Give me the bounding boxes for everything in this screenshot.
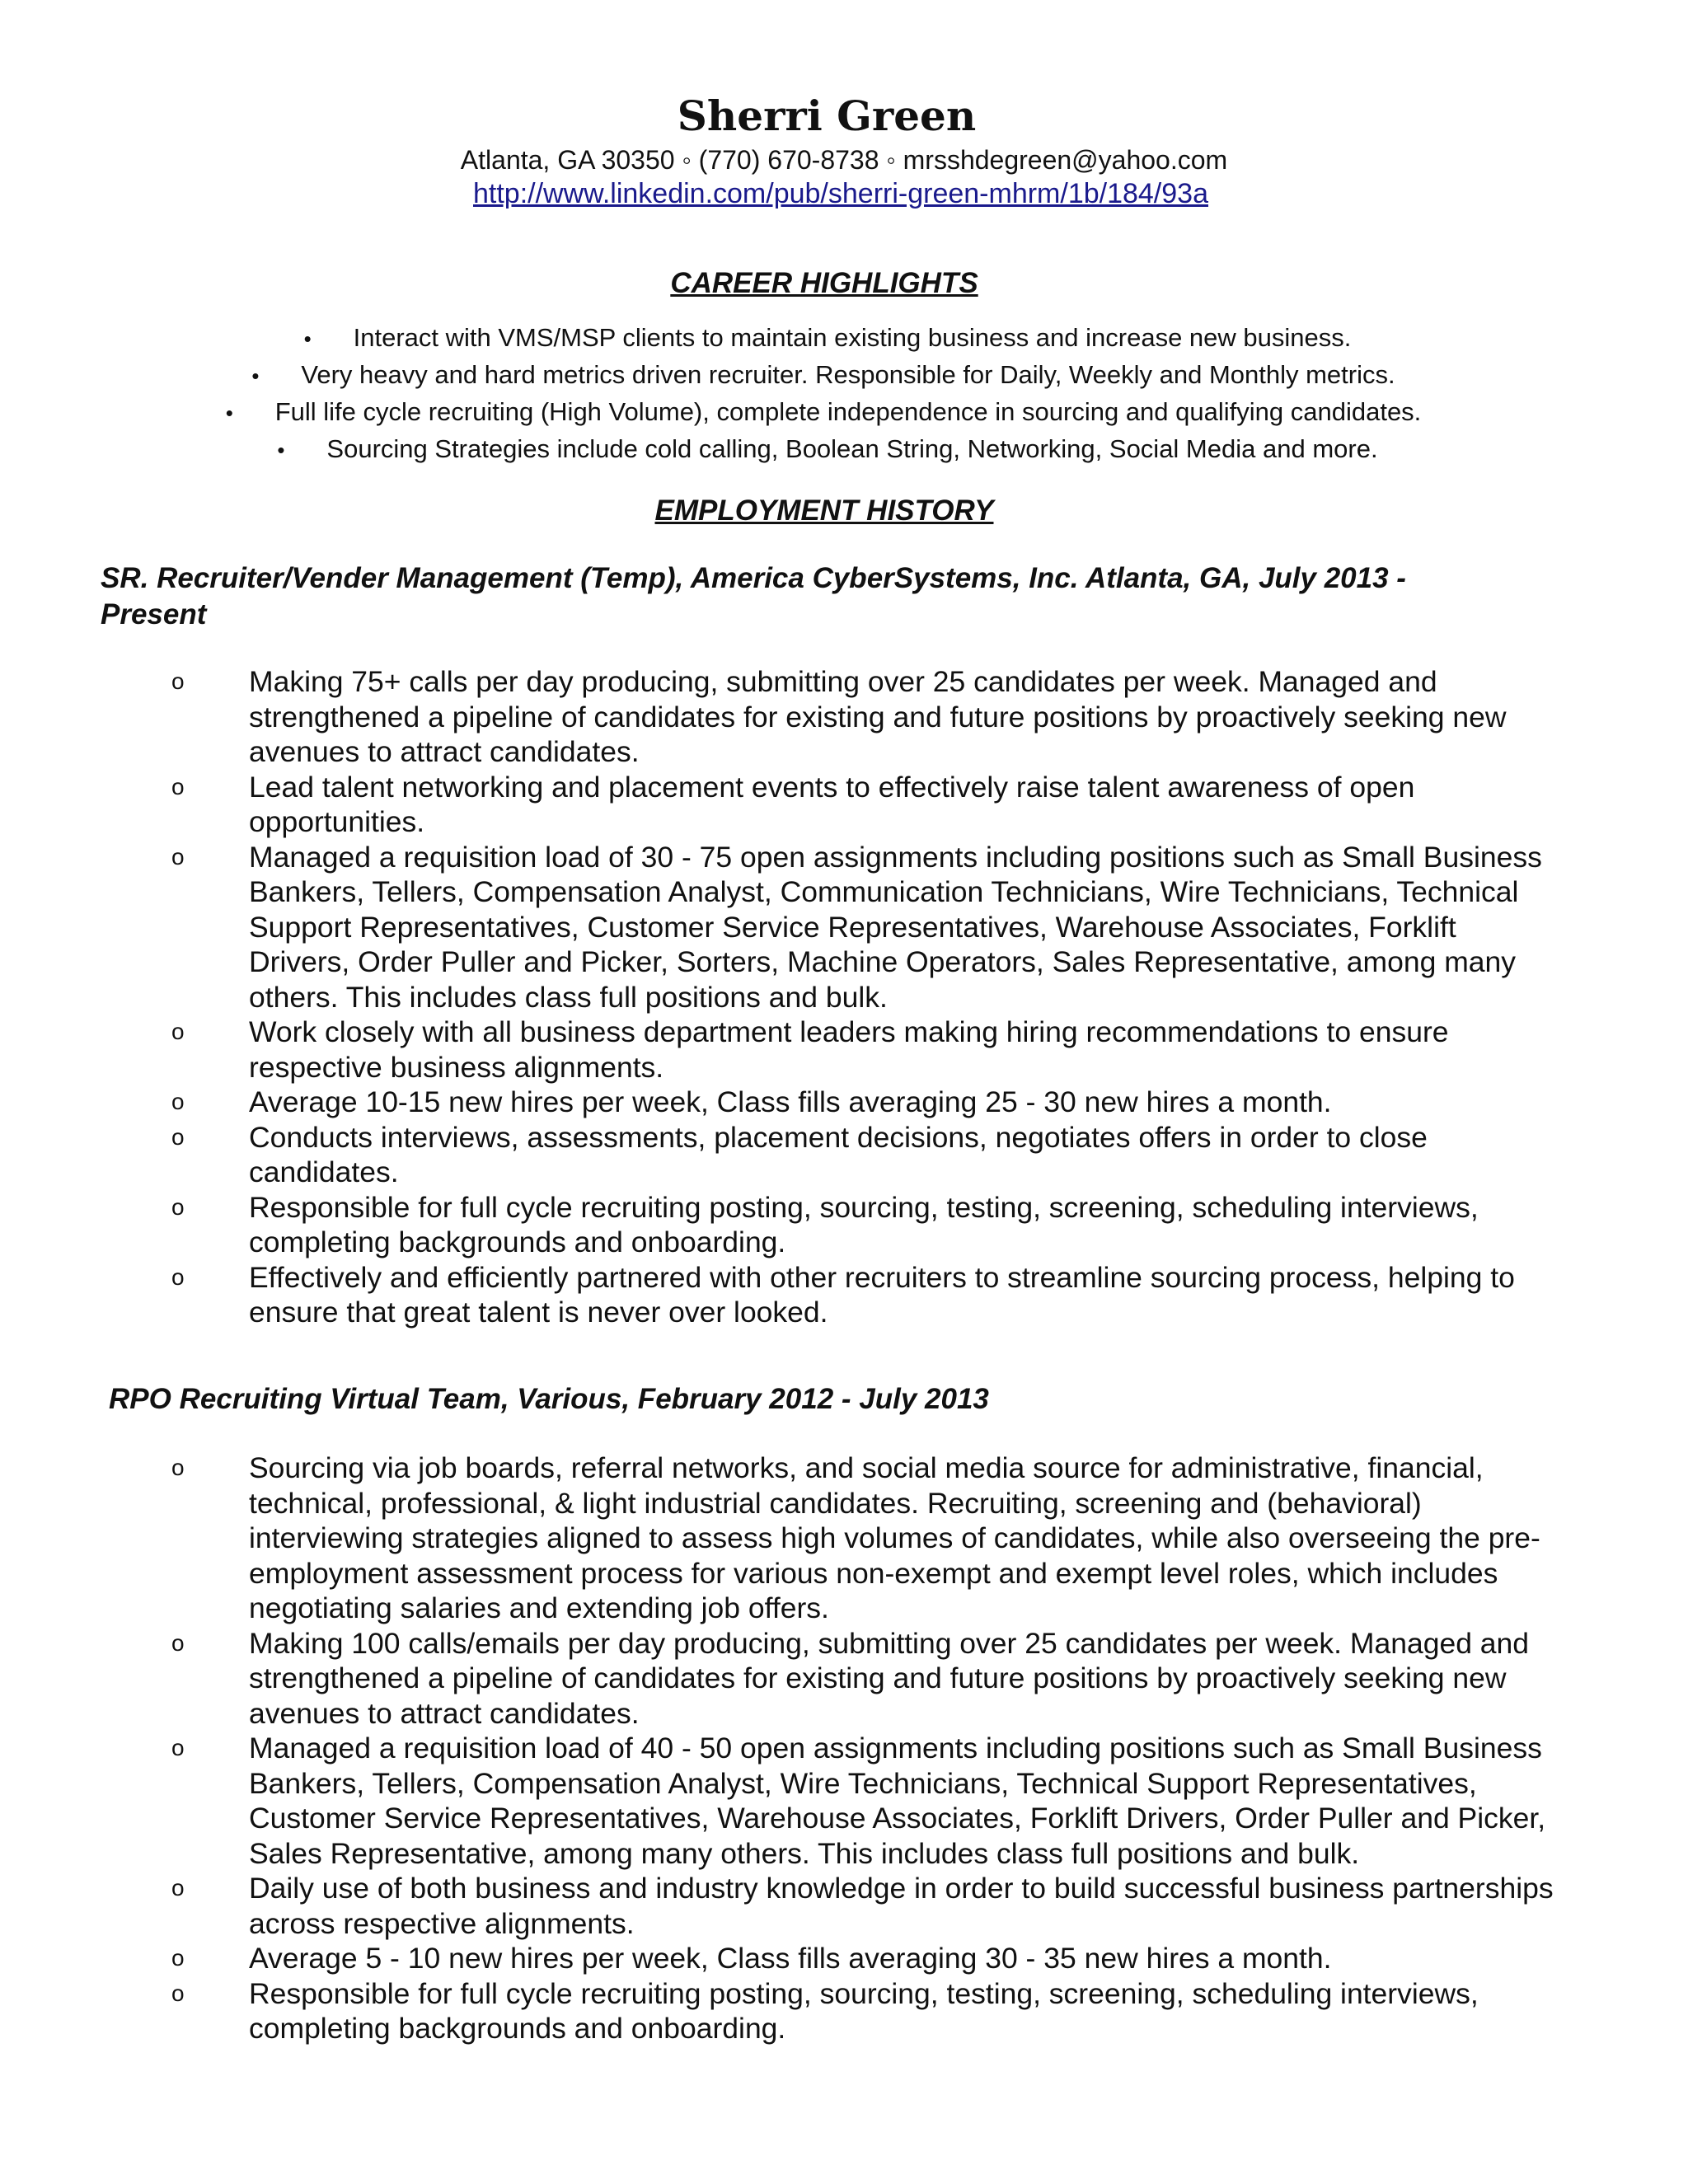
bullet-icon: • <box>225 401 233 425</box>
list-item-text: Sourcing via job boards, referral networks, and social media source for administrative, financial, technical, professional, & light industrial candidates. Recruiting, screening and (behavioral) interviewing strategies aligned to assess high volumes of candidates, while also overseeing the pre-employment assessment process for various non-exempt and exempt level roles, which includes negotiating salaries and extending job offers. <box>249 1451 1540 1624</box>
circle-bullet-icon: o <box>171 1263 185 1290</box>
list-item-text: Average 10-15 new hires per week, Class fills averaging 25 - 30 new hires a month. <box>249 1085 1332 1118</box>
circle-bullet-icon: o <box>171 1945 185 1971</box>
highlight-item <box>0 320 1688 357</box>
candidate-name: Sherri Green <box>677 91 977 140</box>
circle-bullet-icon: o <box>171 843 185 869</box>
circle-bullet-icon: o <box>171 1629 185 1656</box>
circle-bullet-icon: o <box>171 668 185 694</box>
list-item-text: Managed a requisition load of 40 - 50 open assignments including positions such as Small Business Bankers, Tellers, Compensation Analyst, Wire Technicians, Technical Support Representatives, Customer Service Representatives, Warehouse Associates, Forklift Drivers, Order Puller and Picker, Sales Representative, among many others. This includes class full positions and bulk. <box>249 1732 1546 1870</box>
list-item <box>171 770 1556 840</box>
list-item <box>171 1451 1556 1626</box>
list-item-text: Lead talent networking and placement events to effectively raise talent awareness of open opportunities. <box>249 770 1415 838</box>
list-item <box>171 664 1556 770</box>
highlight-text: Full life cycle recruiting (High Volume), complete independence in sourcing and qualifying candidates. <box>274 397 1422 426</box>
career-highlights-heading: CAREER HIGHLIGHTS <box>670 267 978 299</box>
list-item <box>171 1871 1556 1941</box>
circle-bullet-icon: o <box>171 1019 185 1044</box>
bullet-icon: • <box>277 438 285 462</box>
circle-bullet-icon: o <box>171 773 185 799</box>
list-item-text: Responsible for full cycle recruiting posting, sourcing, testing, screening, scheduling interviews, completing backgrounds and onboarding. <box>249 1976 1479 2045</box>
circle-bullet-icon: o <box>171 1123 185 1150</box>
list-item-text: Making 75+ calls per day producing, submitting over 25 candidates per week. Managed and strengthened a pipeline of candidates for existing and future positions by proactively seeking new avenues to attract candidates. <box>249 665 1507 768</box>
list-item <box>171 1085 1556 1120</box>
highlight-item <box>0 394 1688 431</box>
list-item <box>171 1015 1556 1085</box>
circle-bullet-icon: o <box>171 1455 185 1480</box>
contact-line: Atlanta, GA 30350 ◦ (770) 670-8738 ◦ mrsshdegreen@yahoo.com <box>460 145 1228 175</box>
circle-bullet-icon: o <box>171 1193 185 1220</box>
list-item-text: Average 5 - 10 new hires per week, Class fills averaging 30 - 35 new hires a month. <box>249 1942 1332 1975</box>
bullet-icon: • <box>251 363 260 388</box>
bullet-icon: • <box>303 326 312 351</box>
linkedin-link[interactable]: http://www.linkedin.com/pub/sherri-green-mhrm/1b/184/93a <box>473 178 1208 209</box>
list-item-text: Managed a requisition load of 30 - 75 open assignments including positions such as Small Business Bankers, Tellers, Compensation Analyst, Communication Technicians, Wire Technicians, Technical Support Representatives, Customer Service Representatives, Warehouse Associates, Forklift Drivers, Order Puller and Picker, Sorters, Machine Operators, Sales Representative, among many others. This includes class full positions and bulk. <box>249 840 1542 1014</box>
career-highlights-list <box>0 320 1688 468</box>
list-item-text: Making 100 calls/emails per day producing, submitting over 25 candidates per week. Managed and strengthened a pipeline of candidates for existing and future positions by proactively seeking new avenues to attract candidates. <box>249 1626 1530 1730</box>
highlight-text: Very heavy and hard metrics driven recruiter. Responsible for Daily, Weekly and Monthly metrics. <box>301 360 1395 389</box>
list-item <box>171 1626 1556 1732</box>
highlight-text: Interact with VMS/MSP clients to maintain existing business and increase new business. <box>353 323 1352 352</box>
list-item-text: Daily use of both business and industry knowledge in order to build successful business partnerships across respective alignments. <box>249 1872 1554 1940</box>
employment-history-heading: EMPLOYMENT HISTORY <box>654 494 994 527</box>
list-item <box>171 1120 1556 1190</box>
list-item <box>171 1260 1556 1330</box>
highlight-item <box>0 431 1688 468</box>
list-item-text: Responsible for full cycle recruiting posting, sourcing, testing, screening, scheduling interviews, completing backgrounds and onboarding. <box>249 1190 1479 1258</box>
circle-bullet-icon: o <box>171 1735 185 1760</box>
list-item <box>171 1976 1556 2046</box>
circle-bullet-icon: o <box>171 1089 185 1114</box>
list-item-text: Work closely with all business department leaders making hiring recommendations to ensure respective business alignments. <box>249 1015 1449 1084</box>
circle-bullet-icon: o <box>171 1980 185 2006</box>
job-1-bullets <box>171 664 1556 1330</box>
highlight-text: Sourcing Strategies include cold calling, Boolean String, Networking, Social Media and more. <box>326 434 1378 463</box>
list-item-text: Conducts interviews, assessments, placement decisions, negotiates offers in order to close candidates. <box>249 1120 1428 1188</box>
highlight-item <box>0 357 1688 394</box>
job-2-bullets <box>171 1451 1556 2046</box>
list-item <box>171 840 1556 1015</box>
list-item <box>171 1731 1556 1871</box>
list-item <box>171 1190 1556 1260</box>
list-item-text: Effectively and efficiently partnered with other recruiters to streamline sourcing process, helping to ensure that great talent is never over looked. <box>249 1260 1515 1329</box>
list-item <box>171 1941 1556 1976</box>
job-title: SR. Recruiter/Vender Management (Temp), America CyberSystems, Inc. Atlanta, GA, July 2013 - Present <box>101 562 1406 630</box>
job-title: RPO Recruiting Virtual Team, Various, February 2012 - July 2013 <box>109 1383 989 1415</box>
circle-bullet-icon: o <box>171 1875 185 1900</box>
